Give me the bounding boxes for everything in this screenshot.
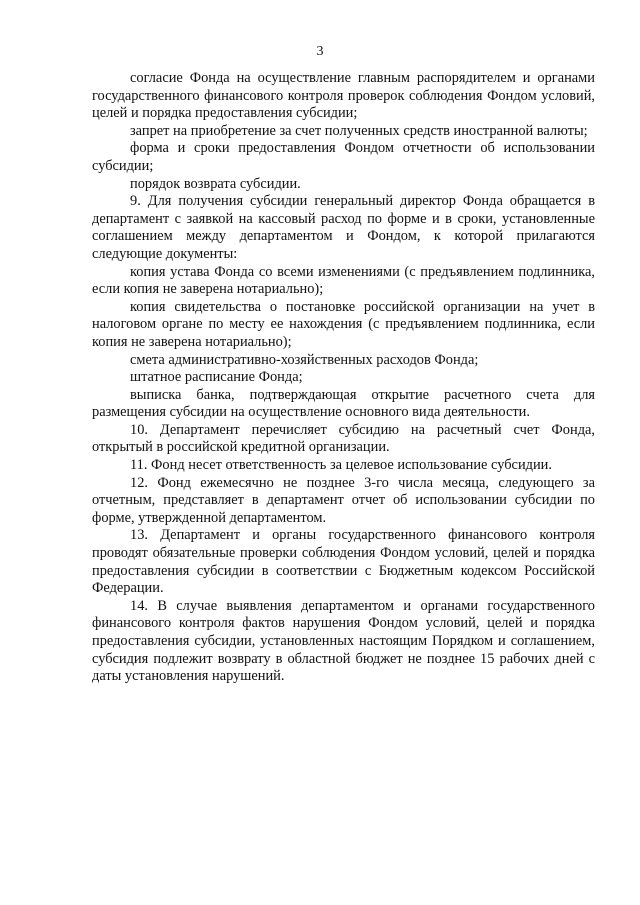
paragraph-charter-copy: копия устава Фонда со всеми изменениями (с предъявлением подлинника, если копия не заверена нотариально); <box>92 263 595 298</box>
paragraph-item-10: 10. Департамент перечисляет субсидию на расчетный счет Фонда, открытый в российской кредитной организации. <box>92 421 595 456</box>
paragraph-reporting-form: форма и сроки предоставления Фондом отчетности об использовании субсидии; <box>92 140 595 174</box>
paragraph-bank-statement: выписка банка, подтверждающая открытие расчетного счета для размещения субсидии на осуществление основного вида деятельности. <box>92 386 595 421</box>
paragraph-staff-schedule: штатное расписание Фонда; <box>130 369 303 386</box>
paragraph-item-12: 12. Фонд ежемесячно не позднее 3-го числа месяца, следующего за отчетным, представляет в департамент отчет об использовании субсидии по форме, утвержденной департаментом. <box>92 474 595 526</box>
document-body <box>92 70 595 686</box>
paragraph-item-9: 9. Для получения субсидии генеральный директор Фонда обращается в департамент с заявкой на кассовый расход по форме и в сроки, установленные соглашением между департаментом и Фондом, к которой прилагаются следующие документы: <box>92 193 595 262</box>
paragraph-currency-ban: запрет на приобретение за счет полученных средств иностранной валюты; <box>130 122 588 139</box>
paragraph-return-procedure: порядок возврата субсидии. <box>130 175 301 192</box>
paragraph-item-14: 14. В случае выявления департаментом и органами государственного финансового контроля фактов нарушения Фондом условий, целей и порядка предоставления субсидии, установленных настоящим Порядком и соглашением, субсидия подлежит возврату в областной бюджет не позднее 15 рабочих дней с даты установления нарушений. <box>92 597 595 685</box>
paragraph-consent-control: согласие Фонда на осуществление главным распорядителем и органами государственного финансового контроля проверок соблюдения Фондом условий, целей и порядка предоставления субсидии; <box>92 70 595 122</box>
paragraph-cost-estimate: смета административно-хозяйственных расходов Фонда; <box>130 351 479 368</box>
paragraph-tax-certificate: копия свидетельства о постановке российской организации на учет в налоговом органе по месту ее нахождения (с предъявлением подлинника, если копия не заверена нотариально); <box>92 298 595 350</box>
paragraph-item-13: 13. Департамент и органы государственного финансового контроля проводят обязательные проверки соблюдения Фондом условий, целей и порядка предоставления субсидии в соответствии с Бюджетным кодексом Российской Федерации. <box>92 527 595 597</box>
page-number: 3 <box>316 44 324 59</box>
paragraph-item-11: 11. Фонд несет ответственность за целевое использование субсидии. <box>130 457 552 474</box>
